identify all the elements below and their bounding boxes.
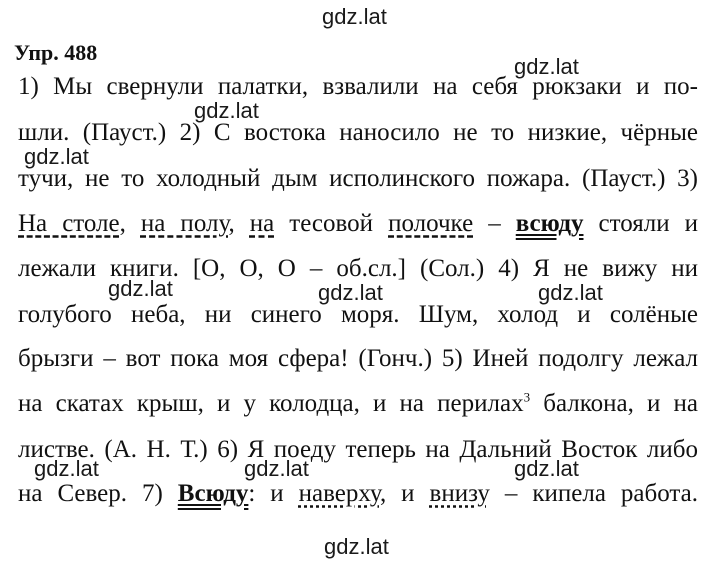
watermark-text: gdz.lat	[324, 534, 389, 559]
homogeneous-member: на полу	[140, 210, 229, 237]
text-fragment: стояли и	[583, 210, 699, 237]
watermark-text: gdz.lat	[514, 54, 579, 79]
watermark-text: gdz.lat	[108, 276, 173, 301]
text-line: лежали книги. [О, О, О – об.сл.] (Сол.) 4) Я не вижу ни	[18, 255, 698, 282]
generalizing-word: всюду	[515, 210, 584, 237]
text-fragment: – кипела работа.	[489, 480, 698, 507]
text-line	[18, 481, 698, 506]
text-line: листве. (А. Н. Т.) 6) Я поеду теперь на Дальний Восток либо	[18, 436, 698, 463]
text-fragment: тесовой	[274, 210, 389, 237]
text-fragment: балкона, и на	[530, 390, 699, 417]
watermark-text: gdz.lat	[24, 144, 89, 169]
text-line: голубого неба, ни синего моря. Шум, холод и солёные	[18, 301, 698, 328]
watermark-text: gdz.lat	[34, 456, 99, 481]
text-line: шли. (Пауст.) 2) С востока наносило не то низкие, чёрные	[18, 119, 698, 146]
watermark-text: gdz.lat	[244, 456, 309, 481]
watermark-text: gdz.lat	[322, 4, 387, 29]
text-line	[18, 391, 698, 416]
watermark-text: gdz.lat	[538, 280, 603, 305]
homogeneous-member: на	[249, 210, 275, 237]
homogeneous-member: На столе	[18, 210, 120, 237]
footnote-mark: 3	[523, 389, 531, 405]
text-fragment: ,	[119, 210, 141, 237]
text-fragment: на скатах крыш, и у колодца, и на перилах	[18, 390, 524, 417]
text-fragment: , и	[379, 480, 430, 507]
text-line: 1) Мы свернули палатки, взвалили на себя рюкзаки и по-	[18, 73, 698, 100]
text-fragment: на Север. 7)	[18, 480, 178, 507]
homogeneous-member: полочке	[388, 210, 474, 237]
text-fragment: : и	[248, 480, 299, 507]
homogeneous-member: наверху	[298, 480, 380, 507]
exercise-title: Упр. 488	[14, 40, 98, 65]
generalizing-word: Всюду	[177, 480, 249, 507]
text-fragment: –	[473, 210, 516, 237]
text-fragment: ,	[228, 210, 250, 237]
homogeneous-member: внизу	[429, 480, 490, 507]
watermark-text: gdz.lat	[194, 98, 259, 123]
text-line: брызги – вот пока моя сфера! (Гонч.) 5) Иней подолгу лежал	[18, 345, 698, 372]
watermark-text: gdz.lat	[514, 456, 579, 481]
text-line	[18, 211, 698, 236]
text-line: тучи, не то холодный дым исполинского пожара. (Пауст.) 3)	[18, 165, 698, 192]
watermark-text: gdz.lat	[318, 280, 383, 305]
